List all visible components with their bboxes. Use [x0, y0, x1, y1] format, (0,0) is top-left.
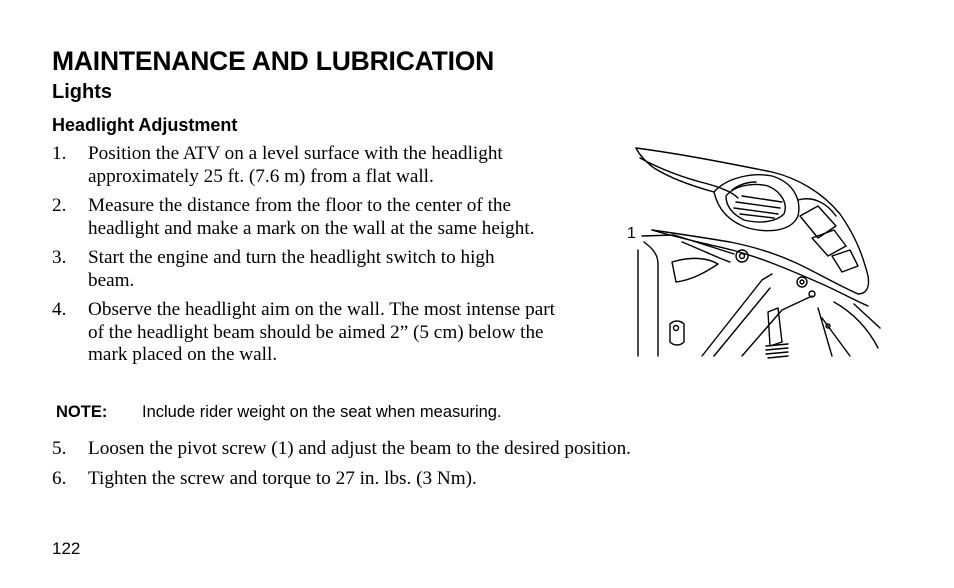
step-item — [52, 438, 832, 461]
step-item — [52, 195, 557, 240]
step-number: 6. — [52, 467, 67, 489]
page-title: MAINTENANCE AND LUBRICATION — [52, 46, 495, 76]
note-label: NOTE: — [56, 403, 108, 421]
step-text: Loosen the pivot screw (1) and adjust the beam to the desired position. — [88, 438, 631, 459]
step-number: 1. — [52, 143, 67, 164]
steps-list-second — [52, 438, 832, 497]
step-number: 2. — [52, 195, 67, 216]
headlight-illustration-icon — [622, 142, 884, 360]
step-number: 4. — [52, 299, 67, 320]
step-item — [52, 247, 532, 292]
step-text: Tighten the screw and torque to 27 in. lbs. (3 Nm). — [88, 467, 477, 489]
step-item — [52, 299, 562, 367]
step-text: Position the ATV on a level surface with the headlight approximately 25 ft. (7.6 m) from a flat wall. — [88, 143, 503, 187]
step-item — [52, 468, 832, 491]
step-number: 3. — [52, 247, 67, 268]
step-text: Measure the distance from the floor to the center of the headlight and make a mark on the wall at the same height. — [88, 195, 535, 239]
step-text: Observe the headlight aim on the wall. The most intense part of the headlight beam should be aimed 2” (5 cm) below the mark placed on the wall. — [88, 299, 555, 365]
section-subtitle: Lights — [52, 81, 112, 103]
note-text: Include rider weight on the seat when measuring. — [142, 403, 502, 421]
note-block — [56, 403, 502, 422]
step-text: Start the engine and turn the headlight switch to high beam. — [88, 247, 495, 291]
procedure-heading: Headlight Adjustment — [52, 115, 238, 135]
steps-list-first — [52, 143, 592, 374]
page-number: 122 — [52, 539, 81, 558]
step-item — [52, 143, 572, 188]
figure-callout-number: 1 — [627, 225, 636, 242]
step-number: 5. — [52, 438, 67, 459]
